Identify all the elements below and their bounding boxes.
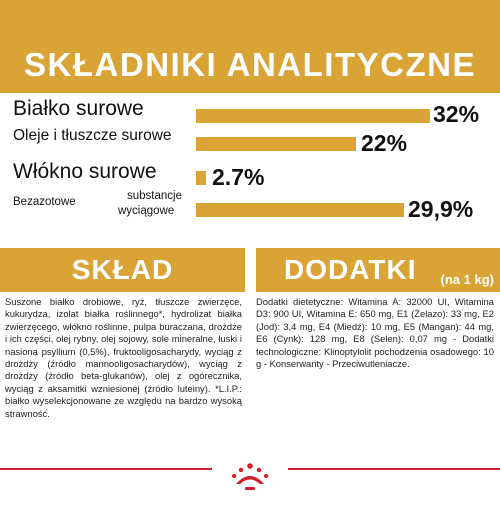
row-label-nfe-left: Bezazotowe <box>13 196 76 208</box>
value-nfe: 29,9% <box>408 196 474 222</box>
sklad-banner <box>0 248 245 292</box>
value-protein: 32% <box>433 101 480 127</box>
sklad-text: Suszone białko drobiowe, ryż, tłuszcze zwierzęce, kukurydza, izolat białka roślinnego*, hydrolizat białka zwierzęcego, włókno roślinne, pulpa buraczana, drożdże i ich części, olej rybny, olej sojowy, sole mineralne, łuski i nasiona psyllium (0,5%), fruktooligosacharydy, wyciąg z drożdży (źródło mannooligosacharydów), wyciąg z drożdży (źródło beta-glukanów), olej z ogórecznika, wyciąg z aksamitki wzniesionej (źródło luteiny). *L.I.P.: białko wyselekcjonowane ze względu na bardzo wysoką strawność. <box>5 296 242 419</box>
bar-nfe <box>196 203 404 217</box>
row-label-fat: Oleje i tłuszcze surowe <box>13 127 172 144</box>
row-label-protein: Białko surowe <box>13 97 144 120</box>
bar-protein <box>196 109 430 123</box>
dodatki-subtitle: (na 1 kg) <box>440 272 494 287</box>
analytics-title-banner <box>0 0 500 93</box>
dodatki-banner <box>256 248 500 292</box>
value-fiber: 2.7% <box>212 164 265 190</box>
value-fat: 22% <box>361 130 408 156</box>
bar-fiber <box>196 171 206 185</box>
bar-fat <box>196 137 356 151</box>
row-label-nfe-right-1: substancje <box>127 190 182 202</box>
dodatki-text: Dodatki dietetyczne: Witamina A: 32000 UI, Witamina D3: 900 UI, Witamina E: 650 mg, E1 (Żelazo): 33 mg, E2 (Jod): 3,4 mg, E4 (Miedź): 10 mg, E5 (Mangan): 44 mg, E6 (Cynk): 128 mg, E8 (Selen): 0,07 mg - Dodatki technologiczne: Klinoptylolit pochodzenia osadowego: 10 g - Konserwanty - Przeciwutleniacze. <box>256 296 494 370</box>
dodatki-title: DODATKI <box>284 254 417 285</box>
analytics-title: SKŁADNIKI ANALITYCZNE <box>24 45 476 83</box>
sklad-title: SKŁAD <box>71 254 174 285</box>
royal-canin-crown-logo-icon <box>212 454 288 500</box>
row-label-nfe-right-2: wyciągowe <box>118 205 175 217</box>
row-label-fiber: Włókno surowe <box>13 160 157 183</box>
